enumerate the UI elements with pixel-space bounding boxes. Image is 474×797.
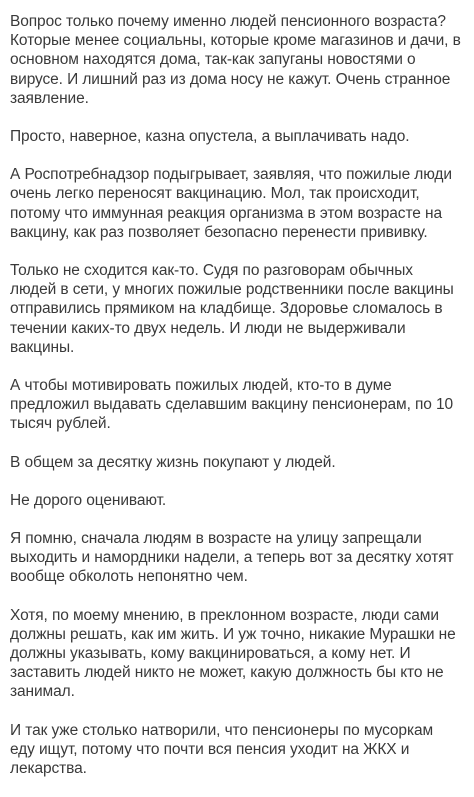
article-paragraph: Вопрос только почему именно людей пенсионного возраста? Которые менее социальны, которые кроме магазинов и дачи, в основном находятся дома, так-как запуганы новостями о вирусе. И лишний раз из дома носу не кажут. Очень странное заявление. (10, 13, 461, 107)
article-body (10, 12, 462, 797)
article-paragraph: А чтобы мотивировать пожилых людей, кто-то в думе предложил выдавать сделавшим вакцину пенсионерам, по 10 тысяч рублей. (10, 377, 454, 433)
article-paragraph: Только не сходится как-то. Судя по разговорам обычных людей в сети, у многих пожилые родственники после вакцины отправились прямиком на кладбище. Здоровье сломалось в течении каких-то двух недель. И люди не выдерживали вакцины. (10, 262, 454, 356)
article-paragraph: И так уже столько натворили, что пенсионеры по мусоркам еду ищут, потому что почти вся пенсия уходит на ЖКХ и лекарства. (10, 721, 434, 778)
article-paragraph: Хотя, по моему мнению, в преклонном возрасте, люди сами должны решать, как им жить. И уж точно, никакие Мурашки не должны указывать, кому вакцинироваться, а кому нет. И заставить людей никто не может, какую должность бы кто не занимал. (10, 606, 456, 701)
article-paragraph: Я помню, сначала людям в возрасте на улицу запрещали выходить и намордники надели, а теперь вот за десятку хотят вообще обколоть непонятно чем. (10, 530, 454, 586)
article-paragraph: Просто, наверное, казна опустела, а выплачивать надо. (10, 128, 410, 146)
article-paragraph: В общем за десятку жизнь покупают у людей. (10, 453, 336, 471)
article-paragraph: А Роспотребнадзор подыгрывает, заявляя, что пожилые люди очень легко переносят вакцинацию. Мол, так происходит, потому что иммунная реакция организма в этом возрасте на вакцину, как раз позволяет безопасно перенести прививку. (10, 166, 452, 241)
article-paragraph: Не дорого оценивают. (10, 491, 167, 509)
